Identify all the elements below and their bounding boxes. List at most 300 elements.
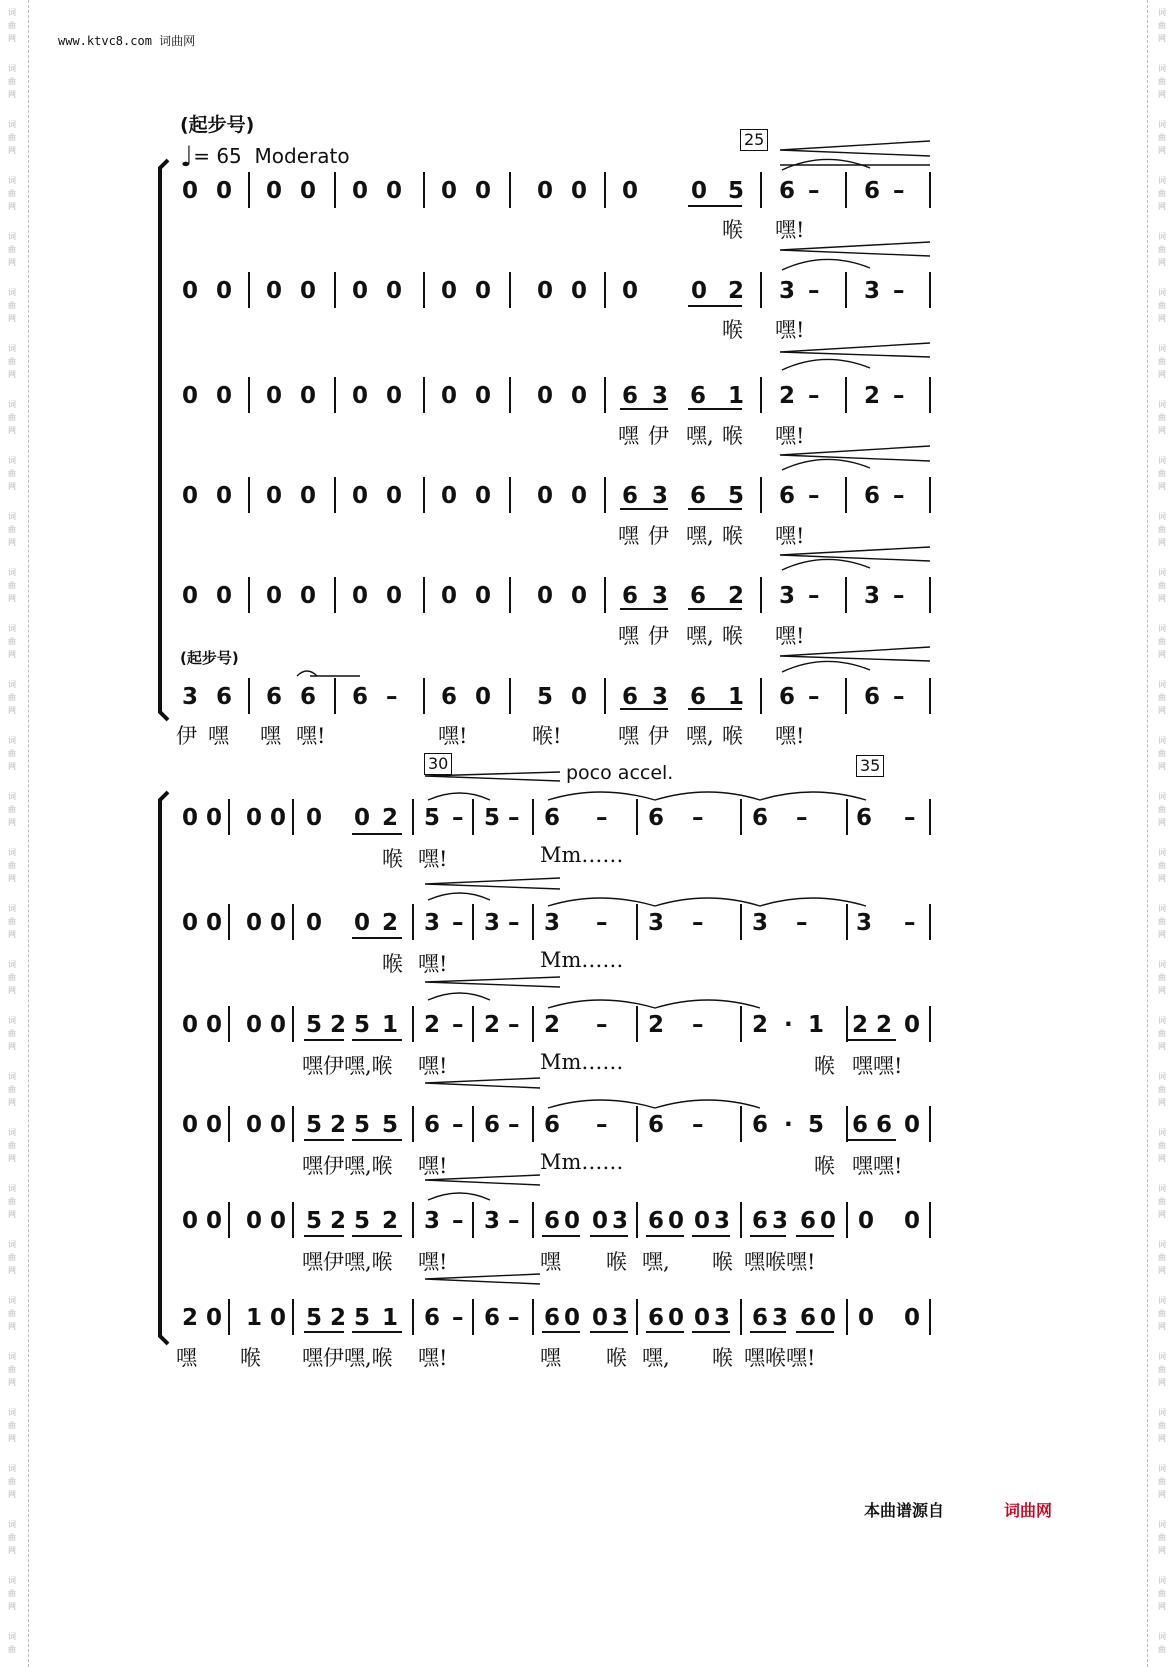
note: 3 bbox=[864, 583, 881, 609]
watermark-char: 网 bbox=[8, 1378, 16, 1387]
watermark-char: 词 bbox=[8, 568, 16, 577]
barline bbox=[248, 577, 250, 613]
barline bbox=[636, 799, 638, 835]
note: – bbox=[808, 684, 820, 710]
note: 0 bbox=[537, 278, 554, 304]
barline bbox=[740, 1299, 742, 1335]
lyric: 嘿嘿! bbox=[852, 1154, 903, 1178]
lyric: 嘿, bbox=[686, 424, 714, 448]
rehearsal-mark-25: 25 bbox=[740, 129, 768, 151]
note: · bbox=[784, 1012, 793, 1038]
watermark-char: 词 bbox=[1158, 1240, 1166, 1249]
note: 6 bbox=[352, 684, 369, 710]
watermark-char: 网 bbox=[1158, 258, 1166, 267]
watermark-char: 词 bbox=[1158, 680, 1166, 689]
note: 6 bbox=[779, 483, 796, 509]
note: 6 bbox=[779, 684, 796, 710]
barline bbox=[740, 1106, 742, 1142]
barline bbox=[472, 1006, 474, 1042]
lyric: 嘿! bbox=[775, 524, 805, 548]
watermark-char: 曲 bbox=[1158, 1589, 1166, 1598]
note: 3 bbox=[779, 278, 796, 304]
note: 6 bbox=[800, 1208, 817, 1234]
note: 0 bbox=[352, 278, 369, 304]
watermark-char: 网 bbox=[1158, 1266, 1166, 1275]
note: – bbox=[796, 910, 808, 936]
watermark-char: 网 bbox=[8, 1322, 16, 1331]
lyric: 喉 bbox=[722, 318, 743, 342]
note: 0 bbox=[820, 1305, 837, 1331]
watermark-char: 词 bbox=[8, 680, 16, 689]
watermark-char: 网 bbox=[8, 594, 16, 603]
watermark-char: 曲 bbox=[1158, 973, 1166, 982]
watermark-char: 网 bbox=[1158, 594, 1166, 603]
watermark-char: 网 bbox=[1158, 650, 1166, 659]
lyric: 喉 bbox=[722, 624, 743, 648]
note: – bbox=[893, 278, 905, 304]
note: 0 bbox=[182, 583, 199, 609]
watermark-char: 曲 bbox=[8, 1477, 16, 1486]
barline bbox=[604, 477, 606, 513]
note: 3 bbox=[652, 583, 669, 609]
note: 0 bbox=[564, 1305, 581, 1331]
note: – bbox=[596, 805, 608, 831]
lyric: 嘿伊嘿,喉 bbox=[302, 1250, 393, 1274]
watermark-char: 曲 bbox=[8, 1141, 16, 1150]
watermark-char: 曲 bbox=[1158, 357, 1166, 366]
note: 0 bbox=[266, 483, 283, 509]
note: 6 bbox=[690, 483, 707, 509]
note: 0 bbox=[386, 483, 403, 509]
site-url[interactable]: www.ktvc8.com bbox=[58, 34, 152, 48]
note: 0 bbox=[354, 805, 371, 831]
lyric: 喉 bbox=[606, 1250, 627, 1274]
note: 2 bbox=[330, 1012, 347, 1038]
watermark-char: 曲 bbox=[8, 973, 16, 982]
barline bbox=[760, 272, 762, 308]
watermark-char: 词 bbox=[1158, 8, 1166, 17]
watermark-char: 曲 bbox=[8, 245, 16, 254]
barline bbox=[334, 678, 336, 714]
note: 5 bbox=[537, 684, 554, 710]
note: 6 bbox=[266, 684, 283, 710]
note: 0 bbox=[182, 383, 199, 409]
note: 0 bbox=[386, 583, 403, 609]
watermark-char: 词 bbox=[1158, 960, 1166, 969]
watermark-char: 词 bbox=[1158, 1408, 1166, 1417]
note: 0 bbox=[182, 178, 199, 204]
note: – bbox=[893, 684, 905, 710]
lyric: 嘿! bbox=[418, 1250, 448, 1274]
watermark-char: 曲 bbox=[8, 1253, 16, 1262]
barline bbox=[509, 377, 511, 413]
note: 6 bbox=[484, 1112, 501, 1138]
watermark-char: 曲 bbox=[1158, 413, 1166, 422]
barline bbox=[740, 1006, 742, 1042]
note: 3 bbox=[648, 910, 665, 936]
note: 2 bbox=[382, 1208, 399, 1234]
note: 6 bbox=[424, 1112, 441, 1138]
note: 3 bbox=[772, 1208, 789, 1234]
barline bbox=[509, 577, 511, 613]
note: 0 bbox=[694, 1208, 711, 1234]
watermark-char: 网 bbox=[1158, 930, 1166, 939]
watermark-char: 网 bbox=[1158, 34, 1166, 43]
lyric: 喉 bbox=[606, 1346, 627, 1370]
watermark-char: 网 bbox=[1158, 1154, 1166, 1163]
barline bbox=[845, 477, 847, 513]
watermark-char: 网 bbox=[1158, 1210, 1166, 1219]
lyric: 嘿, bbox=[686, 524, 714, 548]
barline bbox=[412, 799, 414, 835]
lyric: 伊 bbox=[648, 524, 669, 548]
note: 0 bbox=[571, 483, 588, 509]
watermark-char: 曲 bbox=[1158, 189, 1166, 198]
barline bbox=[532, 1202, 534, 1238]
watermark-char: 词 bbox=[1158, 1576, 1166, 1585]
note: 0 bbox=[571, 684, 588, 710]
watermark-char: 词 bbox=[8, 1184, 16, 1193]
note: 0 bbox=[306, 805, 323, 831]
watermark-char: 网 bbox=[1158, 762, 1166, 771]
note: – bbox=[508, 910, 520, 936]
watermark-char: 词 bbox=[8, 624, 16, 633]
barline bbox=[604, 577, 606, 613]
note: 0 bbox=[694, 1305, 711, 1331]
watermark-char: 网 bbox=[8, 1042, 16, 1051]
watermark-char: 词 bbox=[8, 1632, 16, 1641]
watermark-char: 曲 bbox=[1158, 581, 1166, 590]
note: 1 bbox=[808, 1012, 825, 1038]
note: 0 bbox=[306, 910, 323, 936]
barline bbox=[228, 904, 230, 940]
watermark-char: 词 bbox=[8, 848, 16, 857]
barline bbox=[423, 577, 425, 613]
note: 0 bbox=[216, 483, 233, 509]
watermark-char: 词 bbox=[8, 904, 16, 913]
watermark-char: 曲 bbox=[8, 301, 16, 310]
barline bbox=[846, 1106, 848, 1142]
watermark-char: 网 bbox=[8, 1602, 16, 1611]
note: 1 bbox=[728, 383, 745, 409]
watermark-char: 词 bbox=[8, 1072, 16, 1081]
lyric: 嘿 bbox=[260, 724, 281, 748]
note: 0 bbox=[300, 278, 317, 304]
note: 0 bbox=[300, 178, 317, 204]
note: – bbox=[692, 1112, 704, 1138]
note: 0 bbox=[475, 178, 492, 204]
watermark-char: 网 bbox=[8, 1434, 16, 1443]
barline bbox=[532, 904, 534, 940]
watermark-char: 曲 bbox=[8, 749, 16, 758]
note: 0 bbox=[182, 1012, 199, 1038]
watermark-char: 曲 bbox=[1158, 1029, 1166, 1038]
note: 0 bbox=[354, 910, 371, 936]
watermark-char: 曲 bbox=[1158, 693, 1166, 702]
barline bbox=[292, 1106, 294, 1142]
watermark-char: 曲 bbox=[1158, 1141, 1166, 1150]
note: 0 bbox=[216, 583, 233, 609]
watermark-char: 曲 bbox=[8, 1533, 16, 1542]
note: 2 bbox=[876, 1012, 893, 1038]
lyric: 嘿! bbox=[775, 724, 805, 748]
note: 0 bbox=[820, 1208, 837, 1234]
note: 0 bbox=[858, 1208, 875, 1234]
barline bbox=[509, 477, 511, 513]
note: 3 bbox=[484, 1208, 501, 1234]
note: 0 bbox=[904, 1208, 921, 1234]
watermark-char: 网 bbox=[8, 90, 16, 99]
note: 6 bbox=[544, 1112, 561, 1138]
watermark-char: 曲 bbox=[8, 693, 16, 702]
barline bbox=[248, 172, 250, 208]
barline bbox=[846, 1006, 848, 1042]
note: 0 bbox=[592, 1305, 609, 1331]
note: – bbox=[808, 178, 820, 204]
note: 0 bbox=[182, 1208, 199, 1234]
barline bbox=[228, 1299, 230, 1335]
barline bbox=[334, 477, 336, 513]
lyric: Mm…… bbox=[540, 948, 624, 972]
note: 6 bbox=[622, 383, 639, 409]
barline bbox=[248, 377, 250, 413]
note: – bbox=[508, 1112, 520, 1138]
watermark-char: 词 bbox=[8, 1296, 16, 1305]
watermark-char: 曲 bbox=[1158, 469, 1166, 478]
watermark-char: 网 bbox=[8, 706, 16, 715]
watermark-char: 词 bbox=[1158, 624, 1166, 633]
barline bbox=[423, 377, 425, 413]
barline bbox=[532, 799, 534, 835]
note: 0 bbox=[206, 1012, 223, 1038]
watermark-char: 曲 bbox=[8, 1309, 16, 1318]
site-name: 词曲网 bbox=[159, 34, 196, 48]
note: – bbox=[808, 278, 820, 304]
barline bbox=[760, 577, 762, 613]
lyric: 喉 bbox=[712, 1250, 733, 1274]
lyric: 嘿, bbox=[642, 1250, 670, 1274]
lyric: 喉 bbox=[722, 724, 743, 748]
lyric: 嘿 bbox=[540, 1250, 561, 1274]
note: 2 bbox=[484, 1012, 501, 1038]
watermark-char: 网 bbox=[1158, 426, 1166, 435]
note: 5 bbox=[728, 483, 745, 509]
watermark-char: 曲 bbox=[1158, 861, 1166, 870]
lyric: 喉 bbox=[382, 952, 403, 976]
watermark-char: 曲 bbox=[1158, 1365, 1166, 1374]
lyric: 伊 bbox=[648, 624, 669, 648]
watermark-char: 网 bbox=[1158, 538, 1166, 547]
watermark-char: 曲 bbox=[1158, 1085, 1166, 1094]
note: 0 bbox=[441, 178, 458, 204]
watermark-char: 词 bbox=[1158, 1296, 1166, 1305]
note: 0 bbox=[266, 178, 283, 204]
note: 0 bbox=[571, 583, 588, 609]
note: 0 bbox=[182, 1112, 199, 1138]
barline bbox=[228, 1006, 230, 1042]
note: 3 bbox=[652, 483, 669, 509]
note: 0 bbox=[206, 1305, 223, 1331]
watermark-char: 词 bbox=[1158, 1464, 1166, 1473]
watermark-char: 词 bbox=[1158, 400, 1166, 409]
watermark-char: 网 bbox=[1158, 314, 1166, 323]
note: 3 bbox=[779, 583, 796, 609]
note: 0 bbox=[216, 178, 233, 204]
barline bbox=[845, 172, 847, 208]
barline bbox=[636, 904, 638, 940]
note: 6 bbox=[484, 1305, 501, 1331]
watermark-char: 曲 bbox=[8, 1365, 16, 1374]
watermark-char: 网 bbox=[8, 146, 16, 155]
barline bbox=[532, 1299, 534, 1335]
note: – bbox=[508, 1208, 520, 1234]
note: 3 bbox=[424, 910, 441, 936]
note: – bbox=[893, 583, 905, 609]
watermark-char: 词 bbox=[8, 120, 16, 129]
note: 2 bbox=[382, 910, 399, 936]
note: 0 bbox=[270, 805, 287, 831]
note: 6 bbox=[544, 805, 561, 831]
watermark-char: 词 bbox=[8, 1576, 16, 1585]
note: 6 bbox=[864, 178, 881, 204]
watermark-char: 曲 bbox=[1158, 1477, 1166, 1486]
watermark-char: 词 bbox=[1158, 1128, 1166, 1137]
watermark-char: 曲 bbox=[1158, 21, 1166, 30]
watermark-char: 词 bbox=[8, 288, 16, 297]
note: 6 bbox=[300, 684, 317, 710]
note: 0 bbox=[668, 1208, 685, 1234]
note: 0 bbox=[904, 1112, 921, 1138]
note: 0 bbox=[571, 383, 588, 409]
note: 0 bbox=[904, 1305, 921, 1331]
system2-bracket bbox=[160, 792, 168, 1344]
watermark-char: 曲 bbox=[1158, 749, 1166, 758]
note: – bbox=[893, 483, 905, 509]
note: – bbox=[904, 910, 916, 936]
lyric: 嘿! bbox=[775, 424, 805, 448]
note: 0 bbox=[300, 483, 317, 509]
note: 2 bbox=[728, 278, 745, 304]
note: 0 bbox=[441, 383, 458, 409]
note: 0 bbox=[246, 910, 263, 936]
note: 6 bbox=[864, 483, 881, 509]
watermark-char: 词 bbox=[1158, 1352, 1166, 1361]
barline bbox=[292, 1202, 294, 1238]
barline bbox=[846, 904, 848, 940]
note: 1 bbox=[246, 1305, 263, 1331]
watermark-char: 曲 bbox=[8, 805, 16, 814]
watermark-char: 网 bbox=[1158, 482, 1166, 491]
lyric: Mm…… bbox=[540, 843, 624, 867]
barline bbox=[532, 1106, 534, 1142]
note: 3 bbox=[544, 910, 561, 936]
watermark-char: 曲 bbox=[8, 1197, 16, 1206]
note: 0 bbox=[246, 805, 263, 831]
watermark-char: 词 bbox=[8, 1016, 16, 1025]
note: 0 bbox=[352, 483, 369, 509]
note: 0 bbox=[300, 383, 317, 409]
lyric: 嘿伊嘿,喉 bbox=[302, 1054, 393, 1078]
note: 0 bbox=[691, 178, 708, 204]
note: 0 bbox=[622, 278, 639, 304]
note: 0 bbox=[206, 910, 223, 936]
watermark-char: 网 bbox=[8, 1490, 16, 1499]
note: 0 bbox=[352, 383, 369, 409]
note: 0 bbox=[182, 910, 199, 936]
note: 1 bbox=[382, 1012, 399, 1038]
note: – bbox=[796, 805, 808, 831]
barline bbox=[604, 377, 606, 413]
barline bbox=[929, 904, 931, 940]
note: 6 bbox=[544, 1305, 561, 1331]
note: 6 bbox=[648, 1305, 665, 1331]
watermark-char: 曲 bbox=[8, 1589, 16, 1598]
watermark-char: 曲 bbox=[8, 469, 16, 478]
watermark-char: 曲 bbox=[8, 637, 16, 646]
note: 0 bbox=[475, 483, 492, 509]
watermark-char: 网 bbox=[1158, 90, 1166, 99]
note: 5 bbox=[306, 1208, 323, 1234]
note: 6 bbox=[690, 684, 707, 710]
watermark-char: 曲 bbox=[8, 581, 16, 590]
note: 6 bbox=[752, 805, 769, 831]
watermark-char: 词 bbox=[8, 176, 16, 185]
watermark-char: 词 bbox=[1158, 512, 1166, 521]
barline bbox=[929, 577, 931, 613]
lyric: 嘿伊嘿,喉 bbox=[302, 1154, 393, 1178]
watermark-char: 词 bbox=[8, 456, 16, 465]
note: 0 bbox=[475, 383, 492, 409]
lyric: 嘿! bbox=[418, 952, 448, 976]
lyric: 喉 bbox=[712, 1346, 733, 1370]
barline bbox=[334, 577, 336, 613]
watermark-char: 词 bbox=[8, 1464, 16, 1473]
watermark-char: 词 bbox=[8, 400, 16, 409]
footer-source-name[interactable]: 词曲网 bbox=[1004, 1501, 1053, 1520]
watermark-char: 词 bbox=[8, 344, 16, 353]
note: 0 bbox=[270, 1208, 287, 1234]
note: 0 bbox=[270, 1305, 287, 1331]
barline bbox=[929, 272, 931, 308]
barline bbox=[423, 678, 425, 714]
watermark-char: 网 bbox=[8, 538, 16, 547]
note: 6 bbox=[864, 684, 881, 710]
lyric: Mm…… bbox=[540, 1150, 624, 1174]
note: 0 bbox=[270, 1012, 287, 1038]
note: 3 bbox=[612, 1208, 629, 1234]
lyric: 嘿! bbox=[418, 847, 448, 871]
note: 0 bbox=[537, 383, 554, 409]
watermark-char: 网 bbox=[1158, 1378, 1166, 1387]
note: 6 bbox=[876, 1112, 893, 1138]
barline bbox=[228, 1106, 230, 1142]
note: – bbox=[386, 684, 398, 710]
watermark-char: 网 bbox=[8, 426, 16, 435]
note: 2 bbox=[864, 383, 881, 409]
lyric: 喉 bbox=[814, 1154, 835, 1178]
lyric: 嘿喉嘿! bbox=[744, 1250, 816, 1274]
watermark-char: 词 bbox=[8, 1128, 16, 1137]
barline bbox=[423, 172, 425, 208]
barline bbox=[760, 477, 762, 513]
watermark-char: 网 bbox=[8, 762, 16, 771]
watermark-char: 曲 bbox=[1158, 525, 1166, 534]
barline bbox=[472, 904, 474, 940]
note: 2 bbox=[382, 805, 399, 831]
note: 0 bbox=[386, 278, 403, 304]
note: 0 bbox=[270, 910, 287, 936]
barline bbox=[509, 272, 511, 308]
